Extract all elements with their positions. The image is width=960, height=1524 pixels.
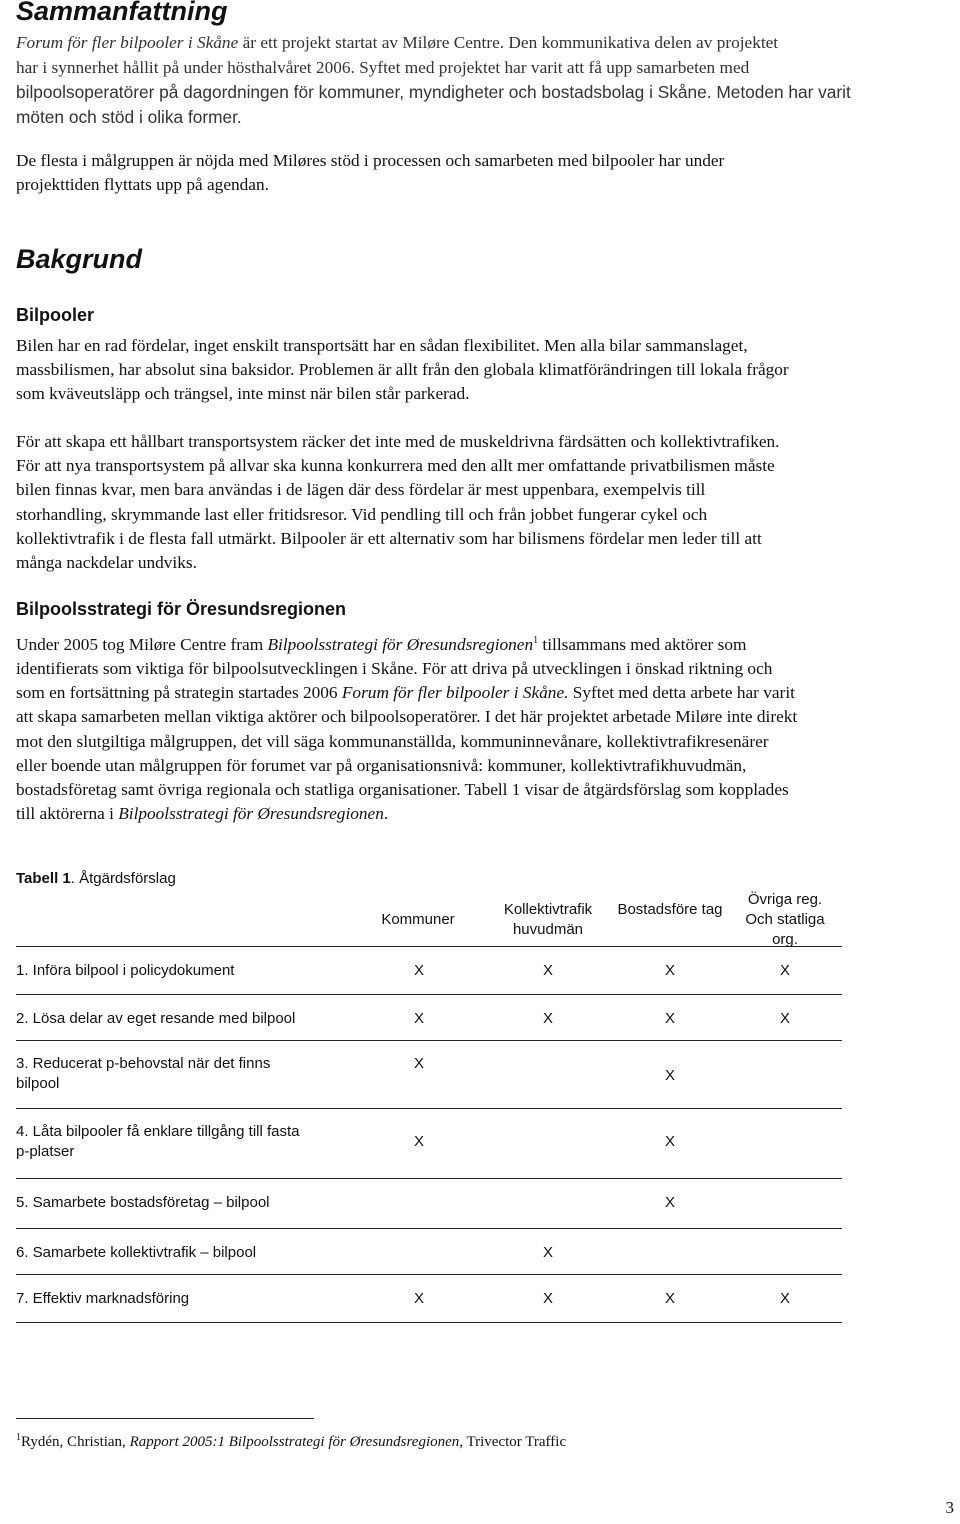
bg-p2-line5: kollektivtrafik i de flesta fall utmärkt. Bilpooler är ett alternativ som har bilismens fördelar men leder till att (16, 528, 762, 548)
strategy-line4: att skapa samarbeten mellan viktiga aktörer och bilpoolsoperatörer. I det här projektet arbetade Miløre inte direkt (16, 707, 798, 727)
row-label: 1. Införa bilpool i policydokument (16, 962, 235, 979)
table-caption-label: Tabell 1 (16, 870, 71, 887)
background-heading: Bakgrund (16, 244, 143, 274)
mark-cell: X (664, 1194, 675, 1211)
mark-cell: X (664, 1067, 675, 1084)
mark-cell: X (542, 1290, 553, 1307)
strategy-paragraph (16, 629, 956, 826)
strategy-line8-a: till aktörerna i (16, 804, 119, 824)
mark-cell: X (664, 962, 675, 979)
summary-p1-line3: bilpoolsoperatörer på dagordningen för kommuner, myndigheter och bostadsbolag i Skåne. Metoden har varit (16, 82, 851, 103)
summary-heading: Sammanfattning (16, 0, 228, 26)
summary-paragraph-1 (16, 30, 956, 129)
bilpooler-subheading: Bilpooler (16, 305, 95, 325)
footnote-text-b: , Trivector Traffic (459, 1434, 567, 1450)
mark-cell: X (413, 1055, 424, 1072)
summary-p2-line2: projekttiden flyttats upp på agendan. (16, 175, 269, 195)
mark-cell: X (542, 1244, 553, 1261)
table-row (16, 1178, 842, 1229)
table-header-row (16, 890, 842, 947)
table-row (16, 1228, 842, 1275)
bg-p2-line1: För att skapa ett hållbart transportsystem räcker det inte med de muskeldrivna färdsätten och kollektivtrafiken. (16, 432, 780, 451)
mark-cell: X (413, 1290, 424, 1307)
summary-p1-line2: har i synnerhet hållit på under hösthalvåret 2006. Syftet med projektet har varit att få upp samarbeten med (16, 58, 750, 78)
bg-p1-line1: Bilen har en rad fördelar, inget enskilt transportsätt har en sådan flexibilitet. Men alla bilar sammanslaget, (16, 336, 748, 355)
strategy-line6: eller boende utan målgruppen för forumet var på organisationsnivå: kommuner, kollektivtrafikhuvudmän, (16, 755, 747, 775)
strategy-line5: mot den slutgiltiga målgruppen, det vill säga kommunanställda, kommuninnevånare, kollektivtrafikresenärer (16, 731, 769, 751)
row-label: 2. Lösa delar av eget resande med bilpool (16, 1010, 296, 1027)
bg-p2-line6: många nackdelar undviks. (16, 553, 197, 573)
footnote-divider (16, 1418, 314, 1419)
header-kommuner: Kommuner (381, 911, 455, 928)
mark-cell: X (664, 1010, 675, 1027)
footnote (16, 1432, 566, 1451)
table-row (16, 1108, 842, 1179)
header-ovriga: Övriga reg. Och statliga org. (745, 891, 825, 948)
bg-p1-line3: som kväveutsläpp och trängsel, inte minst när bilen står parkerad. (16, 384, 470, 404)
strategy-subheading: Bilpoolsstrategi för Öresundsregionen (16, 599, 347, 619)
strategy-line1-b: tillsammans med aktörer som (538, 634, 747, 654)
forum-title-italic-2: Forum för fler bilpooler i Skåne. (341, 683, 569, 703)
table-row (16, 946, 842, 995)
strategy-title-italic-2: Bilpoolsstrategi för Øresundsregionen (118, 804, 384, 824)
mark-cell: X (542, 962, 553, 979)
mark-cell: X (542, 1010, 553, 1027)
strategy-line8-b: . (383, 804, 389, 824)
strategy-line7: bostadsföretag samt övriga regionala och statliga organisationer. Tabell 1 visar de åtgärdsförslag som kopplades (16, 779, 789, 799)
mark-cell: X (664, 1133, 675, 1150)
summary-p1-line1: är ett projekt startat av Miløre Centre. Den kommunikativa delen av projektet (238, 33, 779, 52)
row-label: 5. Samarbete bostadsföretag – bilpool (16, 1194, 270, 1211)
mark-cell: X (413, 962, 424, 979)
background-paragraph-2 (16, 430, 956, 575)
table-caption-text: . Åtgärdsförslag (70, 870, 176, 887)
strategy-title-italic: Bilpoolsstrategi för Øresundsregionen (267, 634, 534, 654)
footnote-title-italic: Rapport 2005:1 Bilpoolsstrategi för Øresundsregionen (129, 1434, 460, 1450)
bg-p2-line2: För att nya transportsystem på allvar ska kunna konkurrera med den allt mer omfattande privatbilismen måste (16, 456, 775, 476)
row-label: 4. Låta bilpooler få enklare tillgång till fasta p-platser (16, 1123, 300, 1160)
header-kollektivtrafik: Kollektivtrafik huvudmän (503, 901, 593, 938)
mark-cell: X (779, 1290, 790, 1307)
bg-p1-line2: massbilismen, har absolut sina baksidor. Problemen är allt från den globala klimatförändringen till lokala frågor (16, 360, 789, 380)
row-label: 3. Reducerat p-behovstal när det finns bilpool (16, 1055, 271, 1092)
table-row (16, 1274, 842, 1323)
strategy-line3-b: Syftet med detta arbete har varit (568, 683, 795, 703)
header-bostadsforetag: Bostadsföre tag (617, 901, 723, 918)
table-row (16, 994, 842, 1041)
bg-p2-line4: storhandling, skrymmande last eller fritidsresor. Vid pendling till och från jobbet fungerar cykel och (16, 504, 708, 524)
footnote-text-a: Rydén, Christian, (21, 1434, 130, 1450)
footnote-number: 1 (16, 1432, 21, 1443)
mark-cell: X (413, 1010, 424, 1027)
summary-paragraph-2 (16, 149, 956, 197)
row-label: 7. Effektiv marknadsföring (16, 1290, 190, 1307)
page-number: 3 (945, 1498, 954, 1517)
table-row (16, 1040, 842, 1109)
strategy-line1-a: Under 2005 tog Miløre Centre fram (16, 634, 268, 654)
table-caption (16, 870, 176, 887)
bg-p2-line3: bilen finnas kvar, men bara användas i de lägen där dess fördelar är mest uppenbara, exempelvis till (16, 480, 706, 500)
mark-cell: X (664, 1290, 675, 1307)
summary-p1-line4: möten och stöd i olika former. (16, 106, 242, 127)
mark-cell: X (413, 1133, 424, 1150)
strategy-line2: identifierats som viktiga för bilpoolsutvecklingen i Skåne. För att driva på utvecklingen i önskad riktning och (16, 658, 773, 678)
mark-cell: X (779, 1010, 790, 1027)
row-label: 6. Samarbete kollektivtrafik – bilpool (16, 1244, 257, 1261)
strategy-line3-a: som en fortsättning på strategin startades 2006 (16, 683, 342, 703)
forum-title-italic: Forum för fler bilpooler i Skåne (16, 33, 239, 52)
mark-cell: X (779, 962, 790, 979)
summary-p2-line1: De flesta i målgruppen är nöjda med Miløres stöd i processen och samarbeten med bilpooler har under (16, 151, 725, 170)
footnote-ref: 1 (533, 635, 539, 646)
background-paragraph-1 (16, 334, 956, 407)
